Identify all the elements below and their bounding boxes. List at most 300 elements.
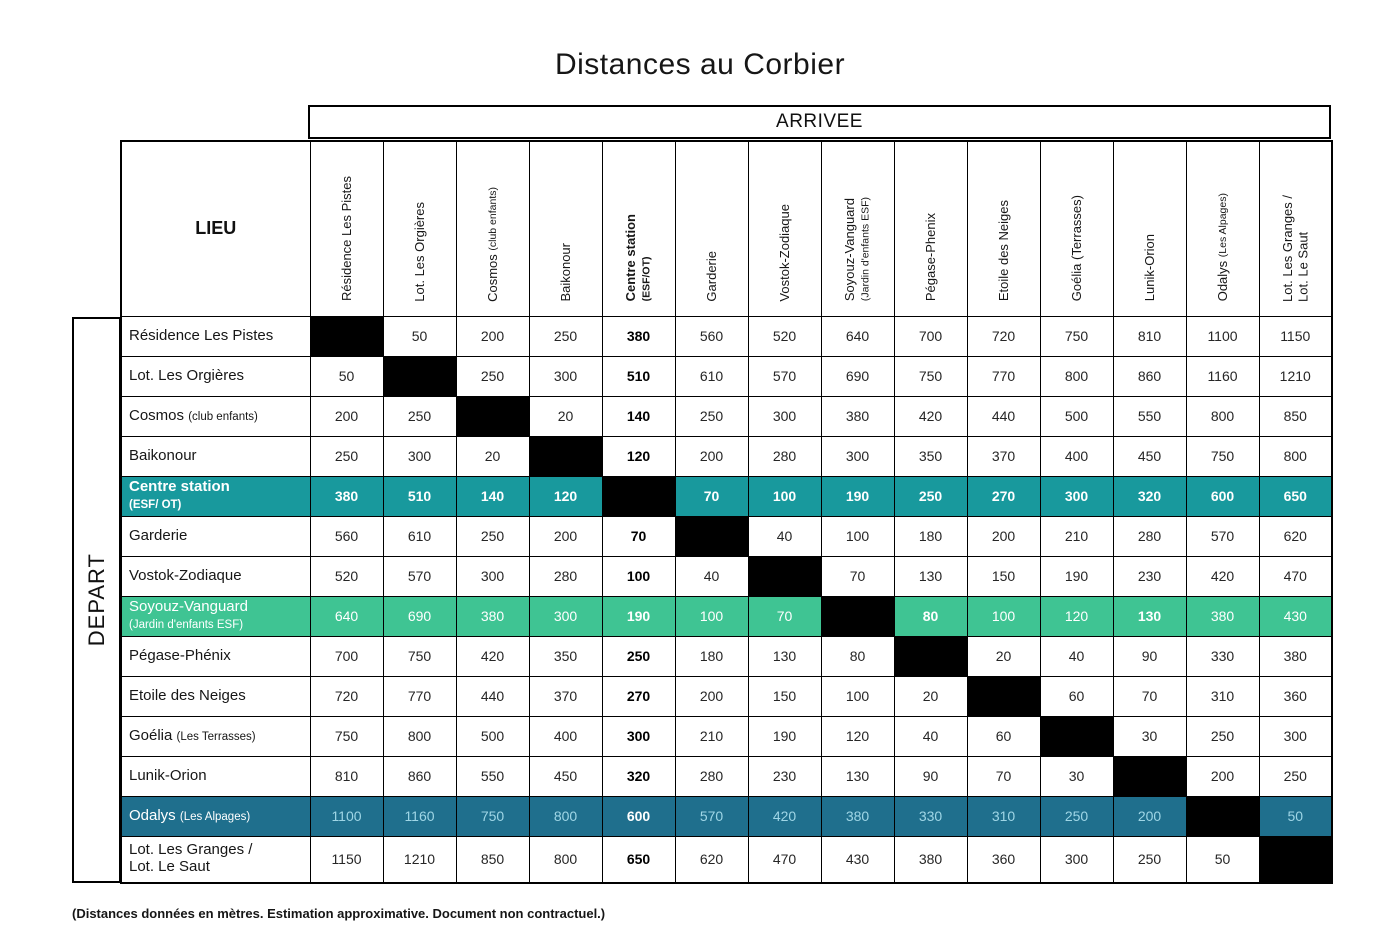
distance-cell: 570 [748,356,821,396]
diagonal-cell [967,676,1040,716]
distance-cell: 770 [383,676,456,716]
distance-cell: 380 [894,836,967,883]
label-text: Lot. Les Orgières [411,201,427,302]
distance-cell: 250 [456,516,529,556]
table-row [121,556,1332,596]
diagonal-cell [383,356,456,396]
column-header-label [777,204,792,302]
distance-cell: 370 [529,676,602,716]
page-title: Distances au Corbier [554,48,846,81]
distance-cell: 1160 [383,796,456,836]
distance-cell: 40 [1040,636,1113,676]
distance-cell: 70 [821,556,894,596]
distance-cell: 190 [748,716,821,756]
distance-cell: 500 [1040,396,1113,436]
distance-cell: 640 [310,596,383,636]
diagonal-cell [1113,756,1186,796]
distance-cell: 190 [821,476,894,516]
distance-cell: 250 [1040,796,1113,836]
distance-cell: 570 [383,556,456,596]
label-text: Etoile des Neiges [995,200,1011,302]
distance-cell: 560 [675,316,748,356]
distance-cell: 300 [748,396,821,436]
distance-cell: 310 [967,796,1040,836]
distance-cell: 40 [748,516,821,556]
distance-cell: 440 [456,676,529,716]
row-label [121,356,310,396]
distance-cell: 620 [1259,516,1332,556]
distance-cell: 280 [748,436,821,476]
distance-cell: 140 [602,396,675,436]
distance-cell: 100 [821,676,894,716]
distance-cell: 1210 [383,836,456,883]
column-header [529,141,602,316]
distance-cell: 800 [1259,436,1332,476]
distance-cell: 210 [1040,516,1113,556]
distance-cell: 640 [821,316,894,356]
distance-cell: 250 [894,476,967,516]
distance-cell: 50 [310,356,383,396]
column-header-label [412,202,427,302]
distance-cell: 470 [748,836,821,883]
distance-cell: 380 [1259,636,1332,676]
label-text: Lunik-Orion [129,766,207,784]
distance-cell: 570 [675,796,748,836]
distance-cell: 750 [456,796,529,836]
table-row [121,356,1332,396]
distance-cell: 100 [602,556,675,596]
distance-cell: 520 [748,316,821,356]
distance-cell: 1100 [310,796,383,836]
distance-cell: 550 [456,756,529,796]
distance-cell: 200 [456,316,529,356]
diagonal-cell [748,556,821,596]
distance-cell: 70 [748,596,821,636]
distance-cell: 210 [675,716,748,756]
label-text: (Les Alpages) [179,810,251,823]
label-text: Odalys [1214,257,1230,302]
distance-cell: 750 [383,636,456,676]
distance-cell: 350 [894,436,967,476]
distance-cell: 70 [967,756,1040,796]
distance-cell: 380 [821,396,894,436]
distance-cell: 400 [1040,436,1113,476]
table-row [121,836,1332,883]
distance-cell: 80 [821,636,894,676]
distance-cell: 1150 [1259,316,1332,356]
distance-cell: 510 [602,356,675,396]
diagonal-cell [821,596,894,636]
distance-cell: 320 [602,756,675,796]
label-text: Goélia (Terrasses) [1068,195,1084,302]
column-header [456,141,529,316]
distance-cell: 650 [1259,476,1332,516]
column-header [748,141,821,316]
distance-cell: 180 [894,516,967,556]
distance-cell: 300 [529,596,602,636]
distance-cell: 60 [1040,676,1113,716]
distance-cell: 250 [1113,836,1186,883]
diagonal-cell [602,476,675,516]
distance-cell: 200 [675,676,748,716]
distance-cell: 420 [894,396,967,436]
distance-cell: 380 [456,596,529,636]
diagonal-cell [675,516,748,556]
label-text: (club enfants) [486,186,499,251]
distance-cell: 30 [1113,716,1186,756]
distance-cell: 810 [310,756,383,796]
label-text: Etoile des Neiges [129,686,246,704]
distance-cell: 400 [529,716,602,756]
distance-cell: 750 [310,716,383,756]
label-text: Garderie [129,526,188,544]
distance-cell: 420 [748,796,821,836]
distance-cell: 300 [1259,716,1332,756]
column-header-label [996,200,1011,301]
distance-cell: 20 [456,436,529,476]
distance-cell: 250 [310,436,383,476]
distance-cell: 120 [529,476,602,516]
column-header-label [485,187,500,302]
distance-cell: 250 [675,396,748,436]
label-text: (ESF/ OT) [129,499,182,511]
distance-cell: 860 [383,756,456,796]
distance-cell: 800 [529,796,602,836]
distance-cell: 150 [748,676,821,716]
distance-cell: 20 [529,396,602,436]
row-label [121,556,310,596]
column-header [821,141,894,316]
distance-cell: 600 [602,796,675,836]
label-text: Soyouz-Vanguard [129,598,248,616]
label-text: Odalys [129,806,180,824]
distance-cell: 250 [529,316,602,356]
distance-cell: 130 [821,756,894,796]
row-label [121,396,310,436]
distance-cell: 380 [821,796,894,836]
distance-cell: 80 [894,596,967,636]
distance-cell: 500 [456,716,529,756]
arrivee-header [308,105,1331,139]
distance-cell: 300 [602,716,675,756]
footer-note: (Distances données en mètres. Estimation approximative. Document non contractuel.) [72,906,606,921]
distance-cell: 120 [821,716,894,756]
row-label [121,596,310,636]
label-text: Garderie [703,250,719,302]
distance-cell: 300 [383,436,456,476]
distance-cell: 420 [1186,556,1259,596]
table-row [121,476,1332,516]
distance-cell: 250 [1259,756,1332,796]
label-text: (Jardin d'enfants ESF) [129,619,244,631]
column-header-label [1280,195,1311,302]
distance-cell: 190 [1040,556,1113,596]
column-header-label [923,213,938,301]
distance-cell: 200 [675,436,748,476]
distance-cell: 450 [1113,436,1186,476]
distance-cell: 300 [1040,476,1113,516]
table-row [121,796,1332,836]
distance-cell: 520 [310,556,383,596]
distance-cell: 380 [1186,596,1259,636]
distance-cell: 200 [529,516,602,556]
distance-cell: 230 [1113,556,1186,596]
distance-cell: 360 [967,836,1040,883]
table-row [121,436,1332,476]
distance-cell: 40 [894,716,967,756]
diagonal-cell [894,636,967,676]
label-text: Pégase-Phenix [922,213,938,302]
distance-cell: 750 [1186,436,1259,476]
distance-cell: 20 [967,636,1040,676]
diagonal-cell [1259,836,1332,883]
label-text: Lot. Le Saut [129,858,210,876]
distance-cell: 70 [1113,676,1186,716]
distance-cell: 270 [967,476,1040,516]
diagonal-cell [529,436,602,476]
distance-cell: 750 [1040,316,1113,356]
column-header-label [339,176,354,301]
distance-cell: 610 [383,516,456,556]
distance-cell: 810 [1113,316,1186,356]
distance-cell: 1210 [1259,356,1332,396]
distance-cell: 330 [894,796,967,836]
distance-cell: 150 [967,556,1040,596]
distance-cell: 1160 [1186,356,1259,396]
table-row [121,676,1332,716]
distance-cell: 600 [1186,476,1259,516]
table-row [121,636,1332,676]
table-row [121,516,1332,556]
distance-cell: 100 [748,476,821,516]
distance-cell: 450 [529,756,602,796]
distance-cell: 850 [1259,396,1332,436]
row-label [121,436,310,476]
distance-cell: 800 [383,716,456,756]
distance-cell: 300 [456,556,529,596]
distance-cell: 190 [602,596,675,636]
label-text: Vostok-Zodiaque [129,566,242,584]
column-header [1186,141,1259,316]
depart-header [72,317,121,883]
row-label [121,716,310,756]
distance-cell: 770 [967,356,1040,396]
distance-cell: 130 [748,636,821,676]
distance-cell: 720 [967,316,1040,356]
distance-cell: 30 [1040,756,1113,796]
label-text: (ESF/OT) [640,256,653,302]
distance-cell: 690 [383,596,456,636]
distance-cell: 620 [675,836,748,883]
distance-cell: 120 [602,436,675,476]
label-text: Lot. Les Orgières [129,366,245,384]
distance-cell: 280 [675,756,748,796]
distance-cell: 230 [748,756,821,796]
table-row [121,596,1332,636]
column-header [1113,141,1186,316]
column-header [894,141,967,316]
label-text: Lot. Les Granges / [129,841,253,859]
column-header [310,141,383,316]
row-label [121,676,310,716]
distance-cell: 320 [1113,476,1186,516]
distance-cell: 690 [821,356,894,396]
distance-cell: 850 [456,836,529,883]
diagonal-cell [310,316,383,356]
column-header-label [1215,193,1230,301]
column-header [1040,141,1113,316]
label-text: (Jardin d'enfants ESF) [859,197,872,302]
label-text: Lot. Les Granges / [1279,194,1295,302]
distance-cell: 200 [967,516,1040,556]
distance-cell: 1150 [310,836,383,883]
distance-cell: 650 [602,836,675,883]
distance-cell: 270 [602,676,675,716]
distance-cell: 120 [1040,596,1113,636]
column-header [602,141,675,316]
distance-cell: 50 [1259,796,1332,836]
label-text: Résidence Les Pistes [129,326,274,344]
label-text: Vostok-Zodiaque [776,203,792,302]
row-label [121,516,310,556]
diagonal-cell [1040,716,1113,756]
distance-cell: 560 [310,516,383,556]
row-label [121,796,310,836]
label-text: Pégase-Phénix [129,646,231,664]
distance-cell: 750 [894,356,967,396]
label-text: Résidence Les Pistes [338,176,354,302]
column-header-row [121,141,1332,316]
distance-cell: 430 [821,836,894,883]
distance-cell: 250 [1186,716,1259,756]
lieu-header: LIEU [121,141,310,316]
table-row [121,716,1332,756]
table-row [121,756,1332,796]
distance-cell: 100 [675,596,748,636]
label-text: Goélia [129,726,177,744]
arrivee-label: ARRIVEE [776,111,863,132]
distance-cell: 250 [602,636,675,676]
distance-cell: 720 [310,676,383,716]
distance-cell: 510 [383,476,456,516]
distance-cell: 800 [529,836,602,883]
label-text: (club enfants) [188,410,258,423]
distance-cell: 180 [675,636,748,676]
distance-cell: 800 [1186,396,1259,436]
diagonal-cell [1186,796,1259,836]
distance-cell: 300 [1040,836,1113,883]
row-label [121,476,310,516]
row-label [121,756,310,796]
column-header [383,141,456,316]
distance-cell: 550 [1113,396,1186,436]
label-text: Centre station [129,478,230,496]
distance-cell: 280 [1113,516,1186,556]
distance-cell: 280 [529,556,602,596]
depart-label: DEPART [83,553,109,647]
distance-cell: 130 [1113,596,1186,636]
distance-cell: 60 [967,716,1040,756]
distance-cell: 1100 [1186,316,1259,356]
distance-cell: 100 [967,596,1040,636]
distance-cell: 90 [1113,636,1186,676]
distance-cell: 90 [894,756,967,796]
column-header-label [704,251,719,302]
distance-cell: 800 [1040,356,1113,396]
row-label [121,316,310,356]
distance-cell: 330 [1186,636,1259,676]
distance-cell: 700 [894,316,967,356]
distance-cell: 100 [821,516,894,556]
table-row [121,396,1332,436]
distance-cell: 50 [1186,836,1259,883]
distance-cell: 200 [310,396,383,436]
distance-cell: 40 [675,556,748,596]
column-header-label [558,243,573,302]
distance-cell: 200 [1113,796,1186,836]
diagonal-cell [456,396,529,436]
distance-cell: 50 [383,316,456,356]
column-header-label [842,197,873,301]
distance-cell: 570 [1186,516,1259,556]
distance-cell: 70 [602,516,675,556]
distance-cell: 130 [894,556,967,596]
label-text: Baikonour [557,242,573,302]
distance-cell: 470 [1259,556,1332,596]
distance-cell: 200 [1186,756,1259,796]
label-text: Cosmos [484,250,500,302]
distance-cell: 420 [456,636,529,676]
distance-cell: 300 [821,436,894,476]
label-text: Lunik-Orion [1141,234,1157,302]
column-header [1259,141,1332,316]
row-label [121,836,310,883]
column-header-label [623,214,654,301]
column-header [675,141,748,316]
distance-cell: 250 [456,356,529,396]
table-row [121,316,1332,356]
distance-cell: 300 [529,356,602,396]
distance-cell: 370 [967,436,1040,476]
column-header [967,141,1040,316]
distance-cell: 350 [529,636,602,676]
distance-cell: 20 [894,676,967,716]
distance-cell: 250 [383,396,456,436]
distance-matrix-table [120,140,1333,884]
label-text: (Les Terrasses) [176,730,256,743]
column-header-label [1142,234,1157,301]
distance-cell: 380 [602,316,675,356]
label-text: Cosmos [129,406,189,424]
label-text: Baikonour [129,446,197,464]
label-text: Soyouz-Vanguard [842,198,858,302]
label-text: (Les Alpages) [1216,193,1229,258]
distance-cell: 360 [1259,676,1332,716]
distance-cell: 310 [1186,676,1259,716]
label-text: Lot. Le Saut [1295,231,1311,302]
row-label [121,636,310,676]
distance-cell: 380 [310,476,383,516]
distance-cell: 430 [1259,596,1332,636]
column-header-label [1069,195,1084,301]
distance-cell: 610 [675,356,748,396]
distance-cell: 140 [456,476,529,516]
distance-cell: 440 [967,396,1040,436]
label-text: Centre station [623,214,639,302]
distance-cell: 70 [675,476,748,516]
distance-cell: 860 [1113,356,1186,396]
distance-cell: 700 [310,636,383,676]
